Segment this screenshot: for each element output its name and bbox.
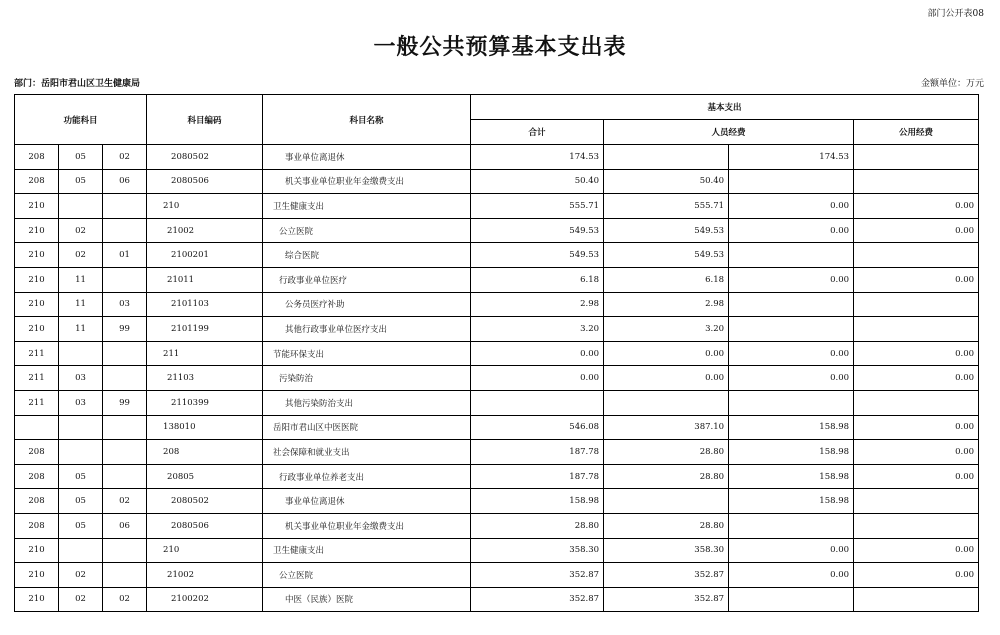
cell-total: 3.20 <box>471 317 604 342</box>
cell-subject-name: 岳阳市君山区中医医院 <box>263 415 471 440</box>
cell-personnel <box>604 489 729 514</box>
cell-personnel <box>604 390 729 415</box>
cell-func-item: 02 <box>103 145 147 170</box>
cell-subject-code: 21002 <box>147 563 263 588</box>
table-row <box>15 218 979 243</box>
cell-personnel: 28.80 <box>604 440 729 465</box>
cell-func-class: 210 <box>15 538 59 563</box>
cell-func-class: 208 <box>15 145 59 170</box>
table-row <box>15 366 979 391</box>
cell-personnel-ext <box>729 513 854 538</box>
cell-personnel: 555.71 <box>604 194 729 219</box>
cell-func-class: 211 <box>15 366 59 391</box>
header-subject-code: 科目编码 <box>147 95 263 145</box>
table-row <box>15 194 979 219</box>
cell-func-item <box>103 194 147 219</box>
header-total: 合计 <box>471 120 604 145</box>
header-subject-name: 科目名称 <box>263 95 471 145</box>
cell-subject-name: 行政事业单位医疗 <box>263 267 471 292</box>
cell-total: 28.80 <box>471 513 604 538</box>
cell-func-item: 99 <box>103 390 147 415</box>
cell-subject-code: 2080502 <box>147 489 263 514</box>
cell-subject-name: 卫生健康支出 <box>263 194 471 219</box>
cell-func-item <box>103 415 147 440</box>
cell-total: 2.98 <box>471 292 604 317</box>
cell-personnel-ext: 158.98 <box>729 440 854 465</box>
table-row <box>15 317 979 342</box>
table-row <box>15 563 979 588</box>
cell-subject-code: 2080506 <box>147 169 263 194</box>
cell-personnel-ext: 0.00 <box>729 563 854 588</box>
cell-func-section: 02 <box>59 243 103 268</box>
cell-total: 546.08 <box>471 415 604 440</box>
cell-func-class: 208 <box>15 440 59 465</box>
table-row <box>15 464 979 489</box>
cell-func-class: 208 <box>15 169 59 194</box>
cell-subject-name: 事业单位离退休 <box>263 489 471 514</box>
cell-public <box>854 317 979 342</box>
cell-subject-name: 综合医院 <box>263 243 471 268</box>
header-personnel: 人员经费 <box>604 120 854 145</box>
cell-personnel: 2.98 <box>604 292 729 317</box>
page-title: 一般公共预算基本支出表 <box>373 34 627 60</box>
cell-public: 0.00 <box>854 267 979 292</box>
cell-public <box>854 243 979 268</box>
cell-subject-name: 事业单位离退休 <box>263 145 471 170</box>
cell-total: 174.53 <box>471 145 604 170</box>
cell-func-section <box>59 194 103 219</box>
cell-func-item: 02 <box>103 489 147 514</box>
table-row <box>15 538 979 563</box>
cell-func-class: 208 <box>15 489 59 514</box>
cell-func-item: 03 <box>103 292 147 317</box>
cell-personnel: 6.18 <box>604 267 729 292</box>
table-row <box>15 145 979 170</box>
cell-subject-name: 行政事业单位养老支出 <box>263 464 471 489</box>
cell-total: 549.53 <box>471 243 604 268</box>
cell-public: 0.00 <box>854 415 979 440</box>
cell-personnel-ext <box>729 317 854 342</box>
cell-total: 6.18 <box>471 267 604 292</box>
form-number: 部门公开表08 <box>927 9 984 19</box>
cell-subject-name: 公立医院 <box>263 218 471 243</box>
cell-func-item <box>103 366 147 391</box>
cell-func-item: 02 <box>103 587 147 612</box>
cell-subject-code: 211 <box>147 341 263 366</box>
cell-func-section: 05 <box>59 145 103 170</box>
cell-func-section: 02 <box>59 587 103 612</box>
cell-total: 158.98 <box>471 489 604 514</box>
table-row <box>15 415 979 440</box>
cell-func-section <box>59 440 103 465</box>
cell-public <box>854 489 979 514</box>
cell-total <box>471 390 604 415</box>
cell-func-item <box>103 218 147 243</box>
cell-public: 0.00 <box>854 538 979 563</box>
cell-func-section: 05 <box>59 489 103 514</box>
cell-func-item <box>103 464 147 489</box>
cell-subject-name: 其他行政事业单位医疗支出 <box>263 317 471 342</box>
cell-total: 50.40 <box>471 169 604 194</box>
cell-func-item <box>103 563 147 588</box>
cell-subject-code: 2080502 <box>147 145 263 170</box>
cell-subject-code: 21103 <box>147 366 263 391</box>
table-row <box>15 267 979 292</box>
cell-func-item <box>103 440 147 465</box>
cell-func-section <box>59 415 103 440</box>
header-public: 公用经费 <box>854 120 979 145</box>
cell-subject-code: 2101103 <box>147 292 263 317</box>
cell-func-section: 11 <box>59 292 103 317</box>
cell-func-item <box>103 538 147 563</box>
cell-personnel: 28.80 <box>604 513 729 538</box>
table-row <box>15 292 979 317</box>
cell-public: 0.00 <box>854 563 979 588</box>
cell-personnel: 549.53 <box>604 218 729 243</box>
cell-personnel-ext <box>729 390 854 415</box>
cell-func-class: 210 <box>15 292 59 317</box>
cell-func-section: 03 <box>59 366 103 391</box>
cell-public: 0.00 <box>854 194 979 219</box>
cell-func-section <box>59 341 103 366</box>
cell-personnel: 352.87 <box>604 587 729 612</box>
cell-public: 0.00 <box>854 366 979 391</box>
cell-total: 555.71 <box>471 194 604 219</box>
cell-personnel: 549.53 <box>604 243 729 268</box>
cell-func-class: 210 <box>15 563 59 588</box>
cell-public: 0.00 <box>854 464 979 489</box>
cell-public <box>854 292 979 317</box>
cell-public <box>854 390 979 415</box>
cell-total: 352.87 <box>471 563 604 588</box>
cell-public <box>854 145 979 170</box>
header-basic-expense: 基本支出 <box>471 95 979 120</box>
cell-func-section: 03 <box>59 390 103 415</box>
cell-personnel-ext: 158.98 <box>729 464 854 489</box>
cell-func-section: 05 <box>59 513 103 538</box>
cell-total: 0.00 <box>471 366 604 391</box>
cell-subject-name: 卫生健康支出 <box>263 538 471 563</box>
cell-subject-code: 2101199 <box>147 317 263 342</box>
table-row <box>15 513 979 538</box>
cell-public <box>854 513 979 538</box>
cell-subject-code: 20805 <box>147 464 263 489</box>
cell-func-section: 02 <box>59 218 103 243</box>
cell-subject-code: 2110399 <box>147 390 263 415</box>
cell-personnel <box>604 145 729 170</box>
table-row <box>15 440 979 465</box>
cell-personnel: 387.10 <box>604 415 729 440</box>
cell-func-item <box>103 341 147 366</box>
cell-personnel-ext: 158.98 <box>729 489 854 514</box>
cell-subject-name: 公立医院 <box>263 563 471 588</box>
cell-personnel: 352.87 <box>604 563 729 588</box>
cell-subject-name: 其他污染防治支出 <box>263 390 471 415</box>
cell-func-class: 210 <box>15 218 59 243</box>
cell-public <box>854 169 979 194</box>
cell-subject-code: 2080506 <box>147 513 263 538</box>
cell-personnel-ext: 0.00 <box>729 267 854 292</box>
table-body <box>15 145 979 612</box>
cell-personnel-ext: 0.00 <box>729 366 854 391</box>
cell-subject-code: 210 <box>147 194 263 219</box>
cell-subject-name: 机关事业单位职业年金缴费支出 <box>263 169 471 194</box>
cell-func-class: 210 <box>15 317 59 342</box>
cell-func-item <box>103 267 147 292</box>
cell-personnel: 358.30 <box>604 538 729 563</box>
cell-total: 358.30 <box>471 538 604 563</box>
budget-table <box>14 94 979 612</box>
cell-func-item: 06 <box>103 513 147 538</box>
cell-personnel-ext: 174.53 <box>729 145 854 170</box>
cell-personnel: 28.80 <box>604 464 729 489</box>
table-row <box>15 243 979 268</box>
cell-personnel-ext: 0.00 <box>729 218 854 243</box>
cell-subject-name: 中医（民族）医院 <box>263 587 471 612</box>
header-func-subject: 功能科目 <box>15 95 147 145</box>
cell-func-class: 210 <box>15 194 59 219</box>
cell-public: 0.00 <box>854 218 979 243</box>
cell-func-item: 06 <box>103 169 147 194</box>
cell-total: 352.87 <box>471 587 604 612</box>
amount-unit-label: 金额单位：万元 <box>920 79 984 89</box>
table-row <box>15 390 979 415</box>
cell-subject-name: 污染防治 <box>263 366 471 391</box>
cell-public: 0.00 <box>854 341 979 366</box>
cell-personnel-ext <box>729 243 854 268</box>
department-label: 部门：岳阳市君山区卫生健康局 <box>14 79 141 89</box>
cell-func-section <box>59 538 103 563</box>
cell-personnel: 0.00 <box>604 341 729 366</box>
cell-subject-code: 21011 <box>147 267 263 292</box>
cell-func-class: 210 <box>15 267 59 292</box>
cell-func-section: 05 <box>59 169 103 194</box>
cell-subject-code: 21002 <box>147 218 263 243</box>
cell-personnel-ext: 0.00 <box>729 538 854 563</box>
cell-func-section: 02 <box>59 563 103 588</box>
cell-personnel-ext <box>729 292 854 317</box>
cell-func-class: 210 <box>15 587 59 612</box>
cell-func-class <box>15 415 59 440</box>
cell-personnel-ext: 0.00 <box>729 341 854 366</box>
cell-personnel-ext: 158.98 <box>729 415 854 440</box>
cell-subject-code: 208 <box>147 440 263 465</box>
cell-personnel-ext <box>729 587 854 612</box>
cell-subject-name: 节能环保支出 <box>263 341 471 366</box>
cell-personnel: 0.00 <box>604 366 729 391</box>
cell-total: 549.53 <box>471 218 604 243</box>
cell-personnel: 50.40 <box>604 169 729 194</box>
cell-subject-name: 社会保障和就业支出 <box>263 440 471 465</box>
cell-public: 0.00 <box>854 440 979 465</box>
cell-func-class: 208 <box>15 464 59 489</box>
cell-subject-name: 机关事业单位职业年金缴费支出 <box>263 513 471 538</box>
cell-func-section: 05 <box>59 464 103 489</box>
cell-subject-code: 2100201 <box>147 243 263 268</box>
cell-subject-code: 210 <box>147 538 263 563</box>
cell-subject-name: 公务员医疗补助 <box>263 292 471 317</box>
cell-total: 0.00 <box>471 341 604 366</box>
table-row <box>15 169 979 194</box>
cell-func-section: 11 <box>59 267 103 292</box>
cell-total: 187.78 <box>471 440 604 465</box>
cell-func-class: 211 <box>15 341 59 366</box>
table-row <box>15 341 979 366</box>
cell-subject-code: 2100202 <box>147 587 263 612</box>
cell-personnel: 3.20 <box>604 317 729 342</box>
cell-total: 187.78 <box>471 464 604 489</box>
cell-func-item: 99 <box>103 317 147 342</box>
cell-personnel-ext: 0.00 <box>729 194 854 219</box>
cell-func-class: 211 <box>15 390 59 415</box>
cell-personnel-ext <box>729 169 854 194</box>
cell-subject-code: 138010 <box>147 415 263 440</box>
cell-func-item: 01 <box>103 243 147 268</box>
cell-func-section: 11 <box>59 317 103 342</box>
table-row <box>15 489 979 514</box>
table-row <box>15 587 979 612</box>
cell-func-class: 210 <box>15 243 59 268</box>
cell-public <box>854 587 979 612</box>
cell-func-class: 208 <box>15 513 59 538</box>
